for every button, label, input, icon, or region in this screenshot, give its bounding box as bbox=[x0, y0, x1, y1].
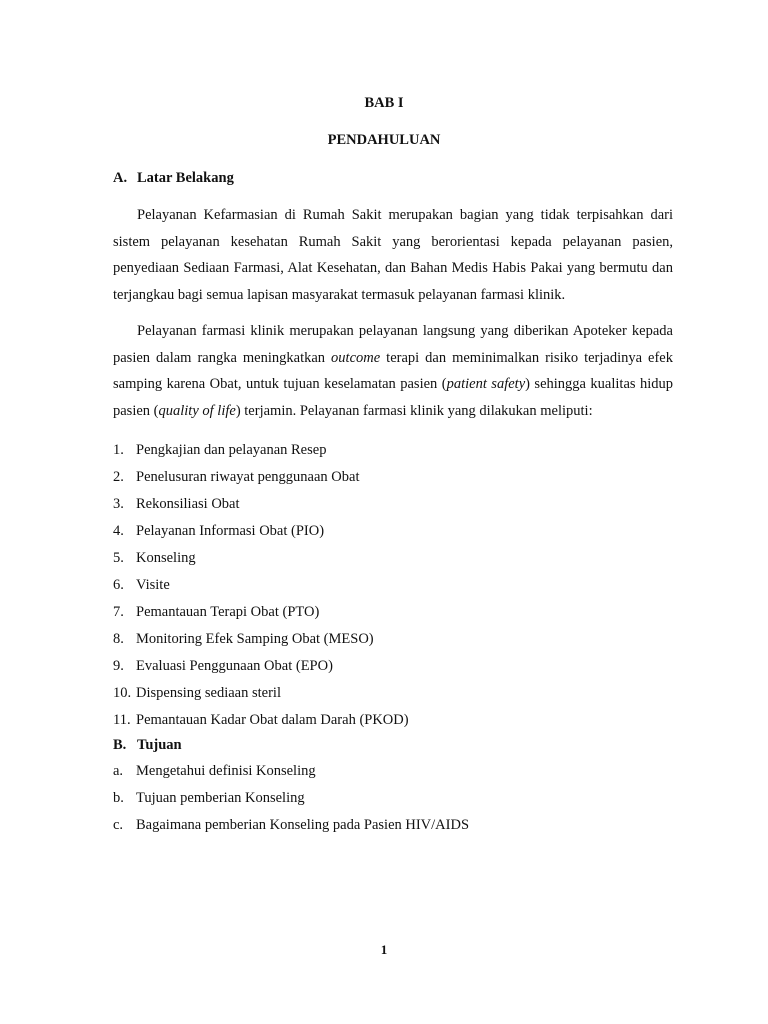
section-b-marker: B. bbox=[113, 737, 127, 753]
list-item-text: Dispensing sediaan steril bbox=[136, 685, 281, 701]
list-item-number: 7. bbox=[113, 604, 124, 620]
list-item-text: Evaluasi Penggunaan Obat (EPO) bbox=[136, 658, 333, 674]
list-item-number: 8. bbox=[113, 631, 124, 647]
list-item-text: Visite bbox=[136, 577, 170, 593]
list-item-letter: c. bbox=[113, 817, 124, 833]
list-item-text: Monitoring Efek Samping Obat (MESO) bbox=[136, 631, 374, 647]
list-item-text: Pemantauan Terapi Obat (PTO) bbox=[136, 604, 320, 620]
term-patient-safety: patient safety bbox=[446, 376, 526, 392]
list-item-text: Mengetahui definisi Konseling bbox=[136, 763, 316, 779]
list-item-number: 5. bbox=[113, 550, 124, 566]
term-outcome: outcome bbox=[331, 349, 381, 366]
section-b-title: Tujuan bbox=[137, 737, 182, 753]
section-a-marker: A. bbox=[113, 170, 128, 186]
list-item-text: Pemantauan Kadar Obat dalam Darah (PKOD) bbox=[136, 712, 409, 728]
section-a-title: Latar Belakang bbox=[137, 170, 234, 186]
list-item-letter: a. bbox=[113, 763, 124, 779]
paragraph-clinical-pharmacy bbox=[113, 318, 673, 424]
list-item-number: 1. bbox=[113, 442, 124, 458]
list-item-text: Penelusuran riwayat penggunaan Obat bbox=[136, 469, 360, 485]
list-item-text: Pelayanan Informasi Obat (PIO) bbox=[136, 523, 325, 539]
list-item-text: Rekonsiliasi Obat bbox=[136, 496, 240, 512]
list-item-number: 4. bbox=[113, 523, 124, 539]
paragraph-2-part-3: ) sehingga kualitas hidup pasien ( bbox=[113, 376, 674, 419]
paragraph-2-part-1: Pelayanan farmasi klinik merupakan pelayanan langsung yang diberikan Apoteker kepada pasien dalam rangka meningkatkan bbox=[113, 323, 673, 366]
list-item-text: Konseling bbox=[136, 550, 196, 566]
list-item-text: Pengkajian dan pelayanan Resep bbox=[136, 442, 327, 458]
chapter-title: PENDAHULUAN bbox=[327, 132, 441, 148]
list-item-letter: b. bbox=[113, 790, 124, 806]
chapter-label: BAB I bbox=[364, 95, 404, 111]
list-item-number: 10. bbox=[113, 685, 132, 701]
list-item-text: Bagaimana pemberian Konseling pada Pasien HIV/AIDS bbox=[136, 817, 470, 833]
list-item-number: 6. bbox=[113, 577, 124, 593]
section-b-heading bbox=[113, 737, 182, 754]
term-quality-of-life: quality of life bbox=[158, 402, 236, 419]
list-item-number: 2. bbox=[113, 469, 124, 485]
list-item-number: 11. bbox=[113, 712, 131, 728]
paragraph-background bbox=[113, 202, 673, 308]
paragraph-1-text: Pelayanan Kefarmasian di Rumah Sakit merupakan bagian yang tidak terpisahkan dari sistem pelayanan kesehatan Rumah Sakit yang berorientasi kepada pelayanan pasien, penyediaan Sediaan Farmasi, Alat Kesehatan, dan Bahan Medis Habis Pakai yang bermutu dan terjangkau bagi semua lapisan masyarakat termasuk pelayanan farmasi klinik. bbox=[113, 207, 673, 303]
list-item-text: Tujuan pemberian Konseling bbox=[136, 790, 305, 806]
list-item-number: 3. bbox=[113, 496, 124, 512]
section-a-heading bbox=[113, 170, 234, 187]
page-number: 1 bbox=[380, 942, 388, 957]
paragraph-2-part-4: ) terjamin. Pelayanan farmasi klinik yang dilakukan meliputi: bbox=[235, 402, 593, 419]
list-item-number: 9. bbox=[113, 658, 124, 674]
paragraph-2-part-2: terapi dan meminimalkan risiko terjadinya efek samping karena Obat, untuk tujuan keselamatan pasien ( bbox=[113, 349, 673, 392]
